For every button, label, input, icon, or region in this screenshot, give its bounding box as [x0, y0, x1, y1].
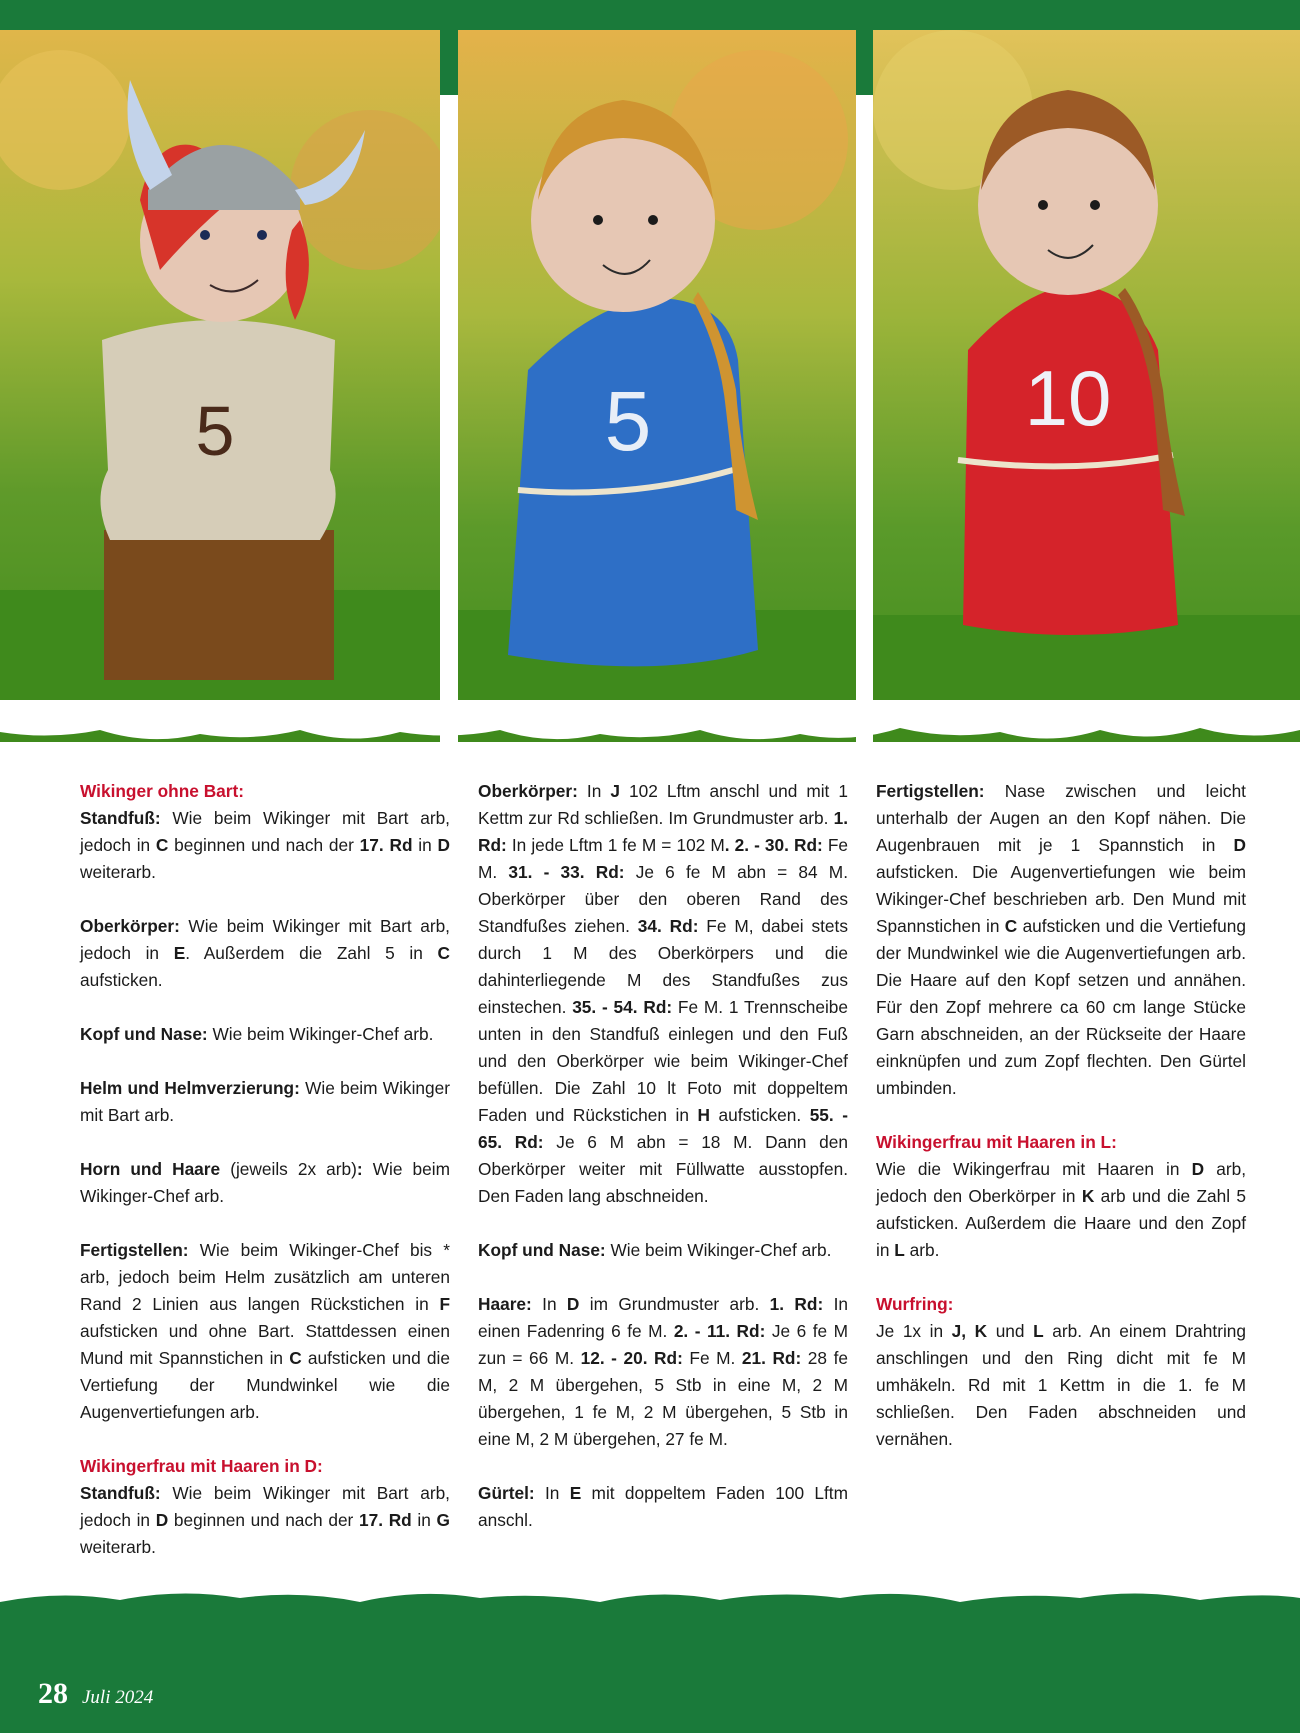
- heading-wikingerfrau-l: Wikingerfrau mit Haaren in L:: [876, 1132, 1117, 1152]
- column-3: [876, 778, 1246, 1480]
- dress-number: 5: [604, 374, 652, 468]
- photo-viking-woman-red: [873, 30, 1300, 742]
- paragraph: Gürtel: In E mit doppeltem Faden 100 Lftm anschl.: [478, 1483, 848, 1530]
- paragraph: Fertigstellen: Nase zwischen und leicht unterhalb der Augen an den Kopf nähen. Die Augenbrauen mit je 1 Spannstich in D aufsticken. Die Augenvertiefungen wie beim Wikinger-Chef beschrieben arb. Den Mund mit Spannstichen in C aufsticken und die Vertiefung der Mundwinkel wie die Augenvertiefungen arb. Die Haare auf den Kopf setzen und annähen. Für den Zopf mehrere ca 60 cm lange Stücke Garn abschneiden, an der Rückseite der Haare einknüpfen und zum Zopf flechten. Den Gürtel umbinden.: [876, 781, 1246, 1098]
- paragraph: Je 1x in J, K und L arb. An einem Drahtring anschlingen und den Ring dicht mit fe M umhäkeln. Rd mit 1 Kettm in die 1. fe M schließen. Den Faden abschneiden und vernähen.: [876, 1321, 1247, 1449]
- heading-wikinger-ohne-bart: Wikinger ohne Bart:: [80, 781, 245, 801]
- heading-wurfring: Wurfring:: [876, 1294, 954, 1314]
- dress-number: 10: [1024, 354, 1112, 442]
- page-footer: [38, 1677, 153, 1711]
- photo-strip: [0, 30, 1300, 742]
- heading-wikingerfrau-d: Wikingerfrau mit Haaren in D:: [80, 1456, 323, 1476]
- paragraph: Helm und Helmverzierung: Wie beim Wikinger mit Bart arb.: [80, 1078, 450, 1125]
- torn-edge-top: [0, 700, 1300, 750]
- paragraph: Standfuß: Wie beim Wikinger mit Bart arb, jedoch in C beginnen und nach der 17. Rd in D weiterarb.: [80, 808, 450, 882]
- page-number: 28: [38, 1677, 68, 1710]
- paragraph: Kopf und Nase: Wie beim Wikinger-Chef arb.: [80, 1024, 434, 1044]
- paragraph: Standfuß: Wie beim Wikinger mit Bart arb, jedoch in D beginnen und nach der 17. Rd in G weiterarb.: [80, 1483, 450, 1557]
- shirt-number: 5: [195, 392, 235, 470]
- paragraph: Kopf und Nase: Wie beim Wikinger-Chef arb.: [478, 1240, 832, 1260]
- torn-edge-bottom: [0, 1588, 1300, 1618]
- issue-date: Juli 2024: [82, 1687, 154, 1708]
- photo-viking-man: [0, 30, 440, 742]
- paragraph: Wie die Wikingerfrau mit Haaren in D arb, jedoch den Oberkörper in K arb und die Zahl 5 aufsticken. Außerdem die Haare und den Zopf in L arb.: [876, 1159, 1246, 1260]
- paragraph: Fertigstellen: Wie beim Wikinger-Chef bis * arb, jedoch beim Helm zusätzlich am unteren Rand 2 Linien aus langen Rückstichen in F aufsticken und ohne Bart. Stattdessen einen Mund mit Spannstichen in C aufsticken und die Vertiefung der Mundwinkel wie die Augenvertiefungen arb.: [80, 1240, 450, 1422]
- photo-viking-woman-blue: [458, 30, 856, 742]
- paragraph: Haare: In D im Grundmuster arb. 1. Rd: In einen Fadenring 6 fe M. 2. - 11. Rd: Je 6 fe M zun = 66 M. 12. - 20. Rd: Fe M. 21. Rd: 28 fe M, 2 M übergehen, 5 Stb in eine M, 2 M übergehen, 1 fe M, 2 M übergehen, 5 Stb in eine M, 2 M übergehen, 27 fe M.: [478, 1294, 849, 1449]
- paragraph: Horn und Haare (jeweils 2x arb): Wie beim Wikinger-Chef arb.: [80, 1159, 450, 1206]
- paragraph: Oberkörper: Wie beim Wikinger mit Bart arb, jedoch in E. Außerdem die Zahl 5 in C aufsticken.: [80, 916, 450, 990]
- column-1: [80, 778, 450, 1588]
- bottom-green-band: [0, 1603, 1300, 1733]
- standfuss: [104, 530, 334, 680]
- paragraph: Oberkörper: In J 102 Lftm anschl und mit 1 Kettm zur Rd schließen. Im Grundmuster arb. 1. Rd: In jede Lftm 1 fe M = 102 M. 2. - 30. Rd: Fe M. 31. - 33. Rd: Je 6 fe M abn = 84 M. Oberkörper über den oberen Rand des Standfußes ziehen. 34. Rd: Fe M, dabei stets durch 1 M des Oberkörpers und die dahinterliegende M des Standfußes zus einstechen. 35. - 54. Rd: Fe M. 1 Trennscheibe unten in den Standfuß einlegen und den Fuß und den Oberkörper wie beim Wikinger-Chef befüllen. Die Zahl 10 lt Foto mit doppeltem Faden und Rückstichen in H aufsticken. 55. - 65. Rd: Je 6 M abn = 18 M. Dann den Oberkörper weiter mit Füllwatte ausstopfen. Den Faden lang abschneiden.: [478, 781, 849, 1206]
- column-2: [478, 778, 848, 1561]
